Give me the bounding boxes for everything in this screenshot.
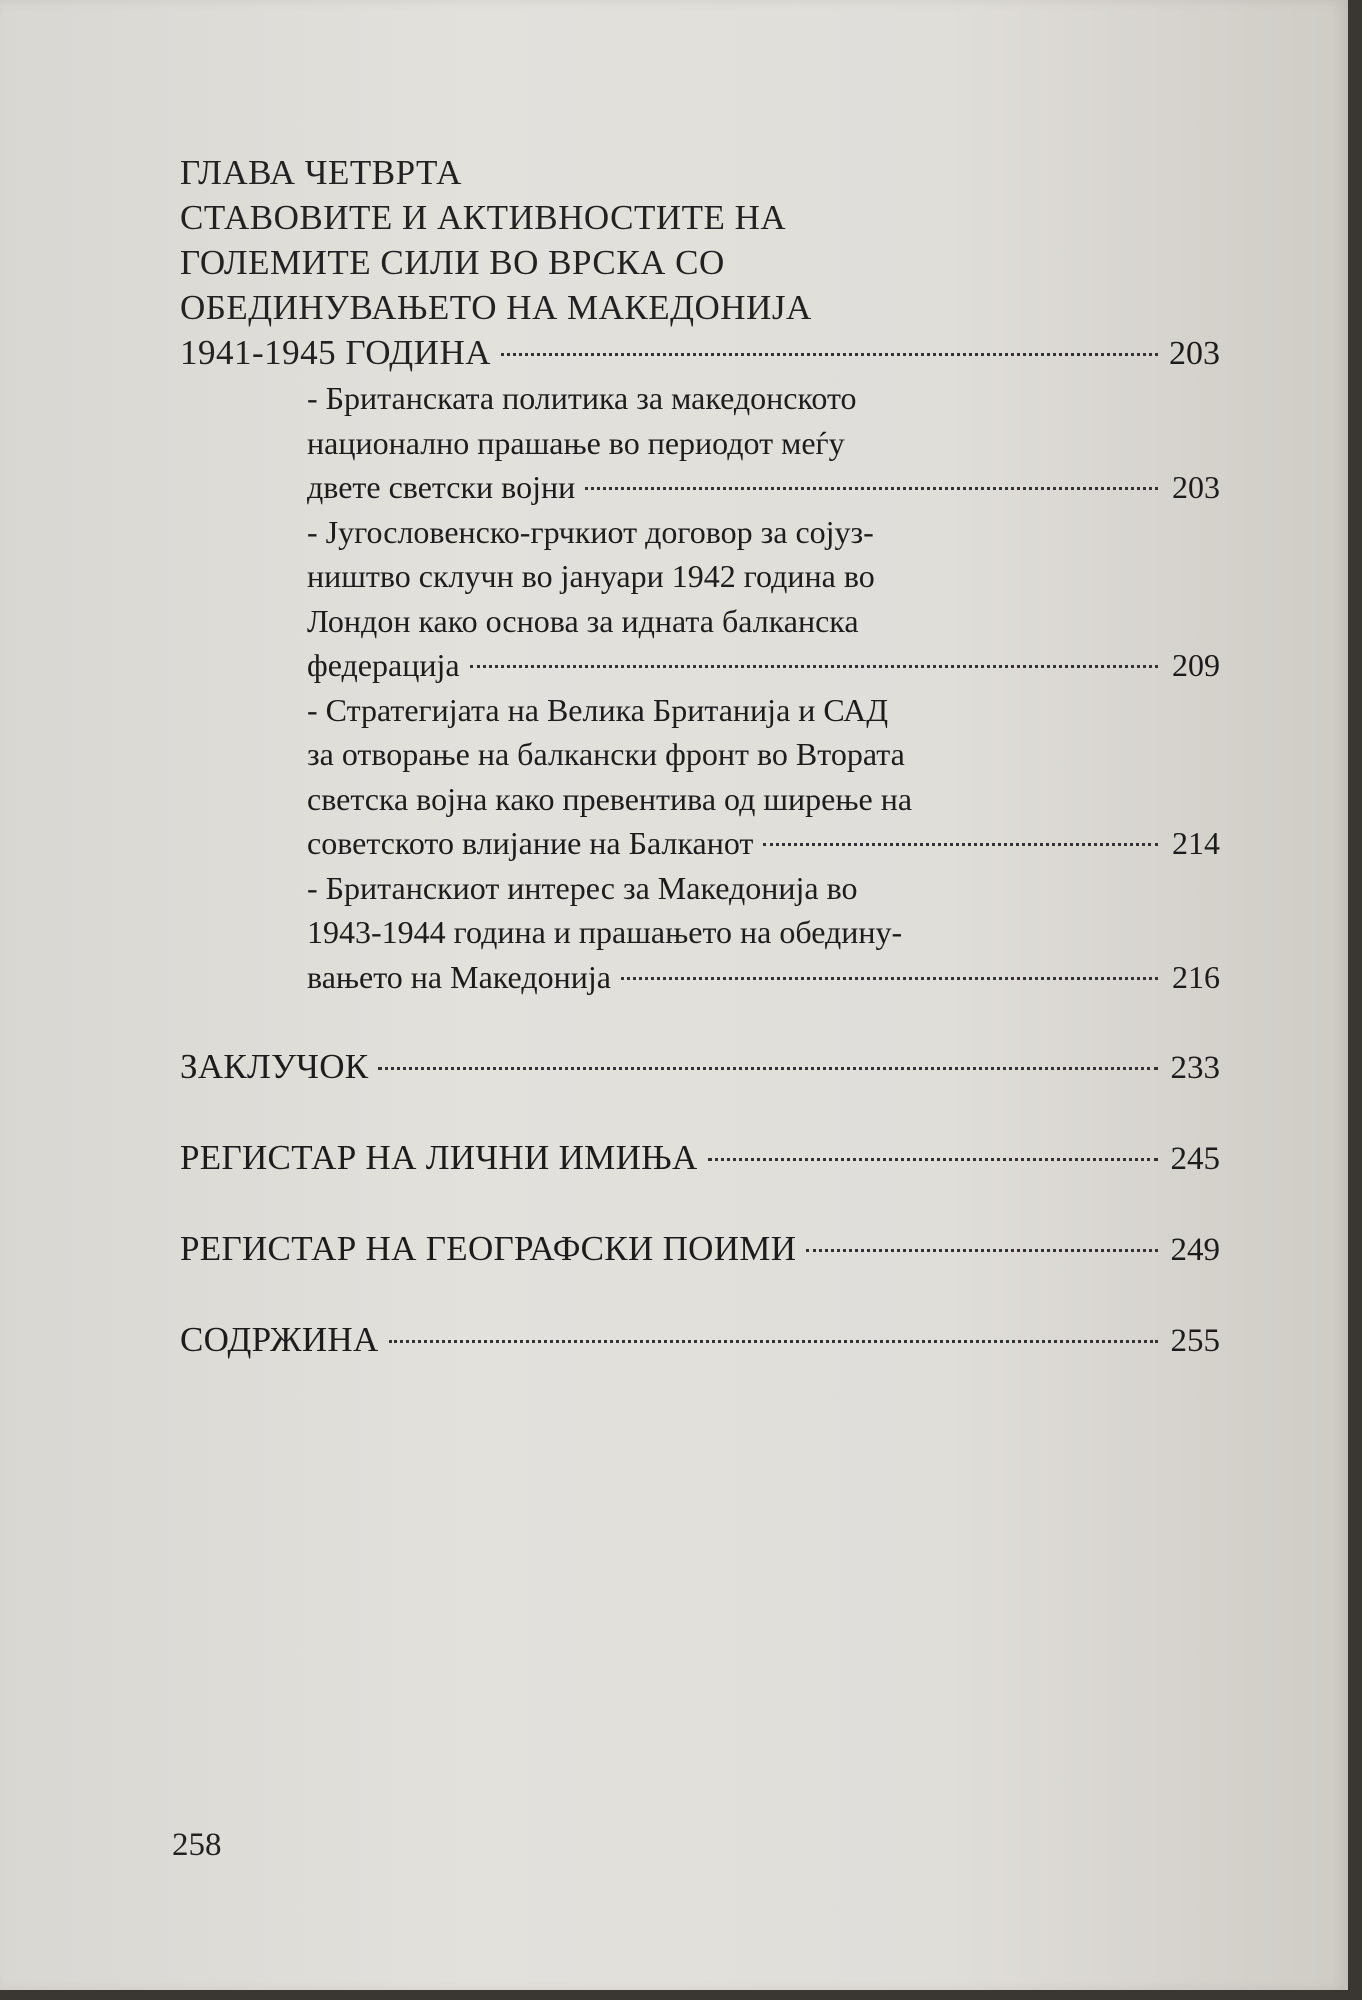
entry-label: РЕГИСТАР НА ГЕОГРАФСКИ ПОИМИ <box>180 1229 797 1268</box>
subsection-line: ништво склучн во јануари 1942 година во <box>307 558 875 594</box>
folio-page-number: 258 <box>172 1827 222 1863</box>
subsection-item <box>307 376 1220 510</box>
dot-leader <box>378 1067 1158 1070</box>
chapter-heading-line: ГОЛЕМИТЕ СИЛИ ВО ВРСКА СО <box>180 243 725 282</box>
subsection-line: 1943-1944 година и прашањето на обедину- <box>307 914 903 950</box>
subsection-line: Лондон како основа за идната балканска <box>307 602 859 639</box>
page-number: 255 <box>1170 1323 1220 1359</box>
dot-leader <box>389 1340 1158 1343</box>
subsection-item <box>307 510 1220 688</box>
dot-leader <box>763 843 1158 846</box>
subsection-last-line: советското влијание на Балканот <box>307 825 754 861</box>
dot-leader <box>585 487 1158 490</box>
subsection-entry <box>307 955 1220 1000</box>
dot-leader <box>470 665 1158 668</box>
subsection-item <box>307 688 1220 866</box>
chapter-heading-line: ОБЕДИНУВАЊЕТО НА МАКЕДОНИЈА <box>180 288 812 327</box>
dot-leader <box>621 977 1158 980</box>
chapter-four <box>180 150 1220 999</box>
page-number: 214 <box>1172 825 1220 861</box>
page-number: 216 <box>1172 958 1220 995</box>
entry-label: ЗАКЛУЧОК <box>180 1047 369 1086</box>
subsection-entry <box>307 643 1220 688</box>
page-number: 233 <box>1170 1050 1220 1086</box>
table-of-contents <box>180 150 1220 1363</box>
entry-label: СОДРЖИНА <box>180 1320 379 1359</box>
chapter-heading-last-line: 1941-1945 ГОДИНА <box>180 333 492 372</box>
page-number: 249 <box>1170 1232 1220 1268</box>
entry-label: РЕГИСТАР НА ЛИЧНИ ИМИЊА <box>180 1138 698 1177</box>
toc-entry-geographic-index <box>180 1227 1220 1272</box>
page-number: 209 <box>1172 647 1220 683</box>
subsection-line: национално прашање во периодот меѓу <box>307 424 845 461</box>
dot-leader <box>708 1158 1158 1161</box>
dot-leader <box>501 353 1158 356</box>
dot-leader <box>806 1249 1158 1252</box>
subsection-entry <box>307 465 1220 510</box>
page-number: 203 <box>1172 469 1220 505</box>
chapter-heading-line: СТАВОВИТЕ И АКТИВНОСТИТЕ НА <box>180 198 787 237</box>
subsection-item <box>307 866 1220 1000</box>
subsection-line: - Британската политика за македонското <box>307 380 857 416</box>
toc-entry-contents <box>180 1318 1220 1363</box>
subsection-line: за отворање на балкански фронт во Втората <box>307 736 905 772</box>
chapter-entry <box>180 330 1220 376</box>
subsection-list <box>307 376 1220 999</box>
subsection-last-line: вањето на Македонија <box>307 958 611 995</box>
toc-entry-conclusion <box>180 1045 1220 1090</box>
chapter-heading-line: ГЛАВА ЧЕТВРТА <box>180 153 462 192</box>
subsection-line: - Стратегијата на Велика Британија и САД <box>307 691 889 728</box>
toc-entry-personal-names-index <box>180 1136 1220 1181</box>
page-number: 245 <box>1170 1141 1220 1177</box>
subsection-line: светска војна како превентива од ширење на <box>307 780 913 817</box>
subsection-last-line: двете светски војни <box>307 469 576 505</box>
subsection-line: - Британскиот интерес за Македонија во <box>307 869 858 906</box>
page-number: 203 <box>1169 335 1220 372</box>
subsection-last-line: федерација <box>307 647 460 683</box>
subsection-line: - Југословенско-грчкиот договор за сојуз- <box>307 513 874 550</box>
subsection-entry <box>307 821 1220 866</box>
